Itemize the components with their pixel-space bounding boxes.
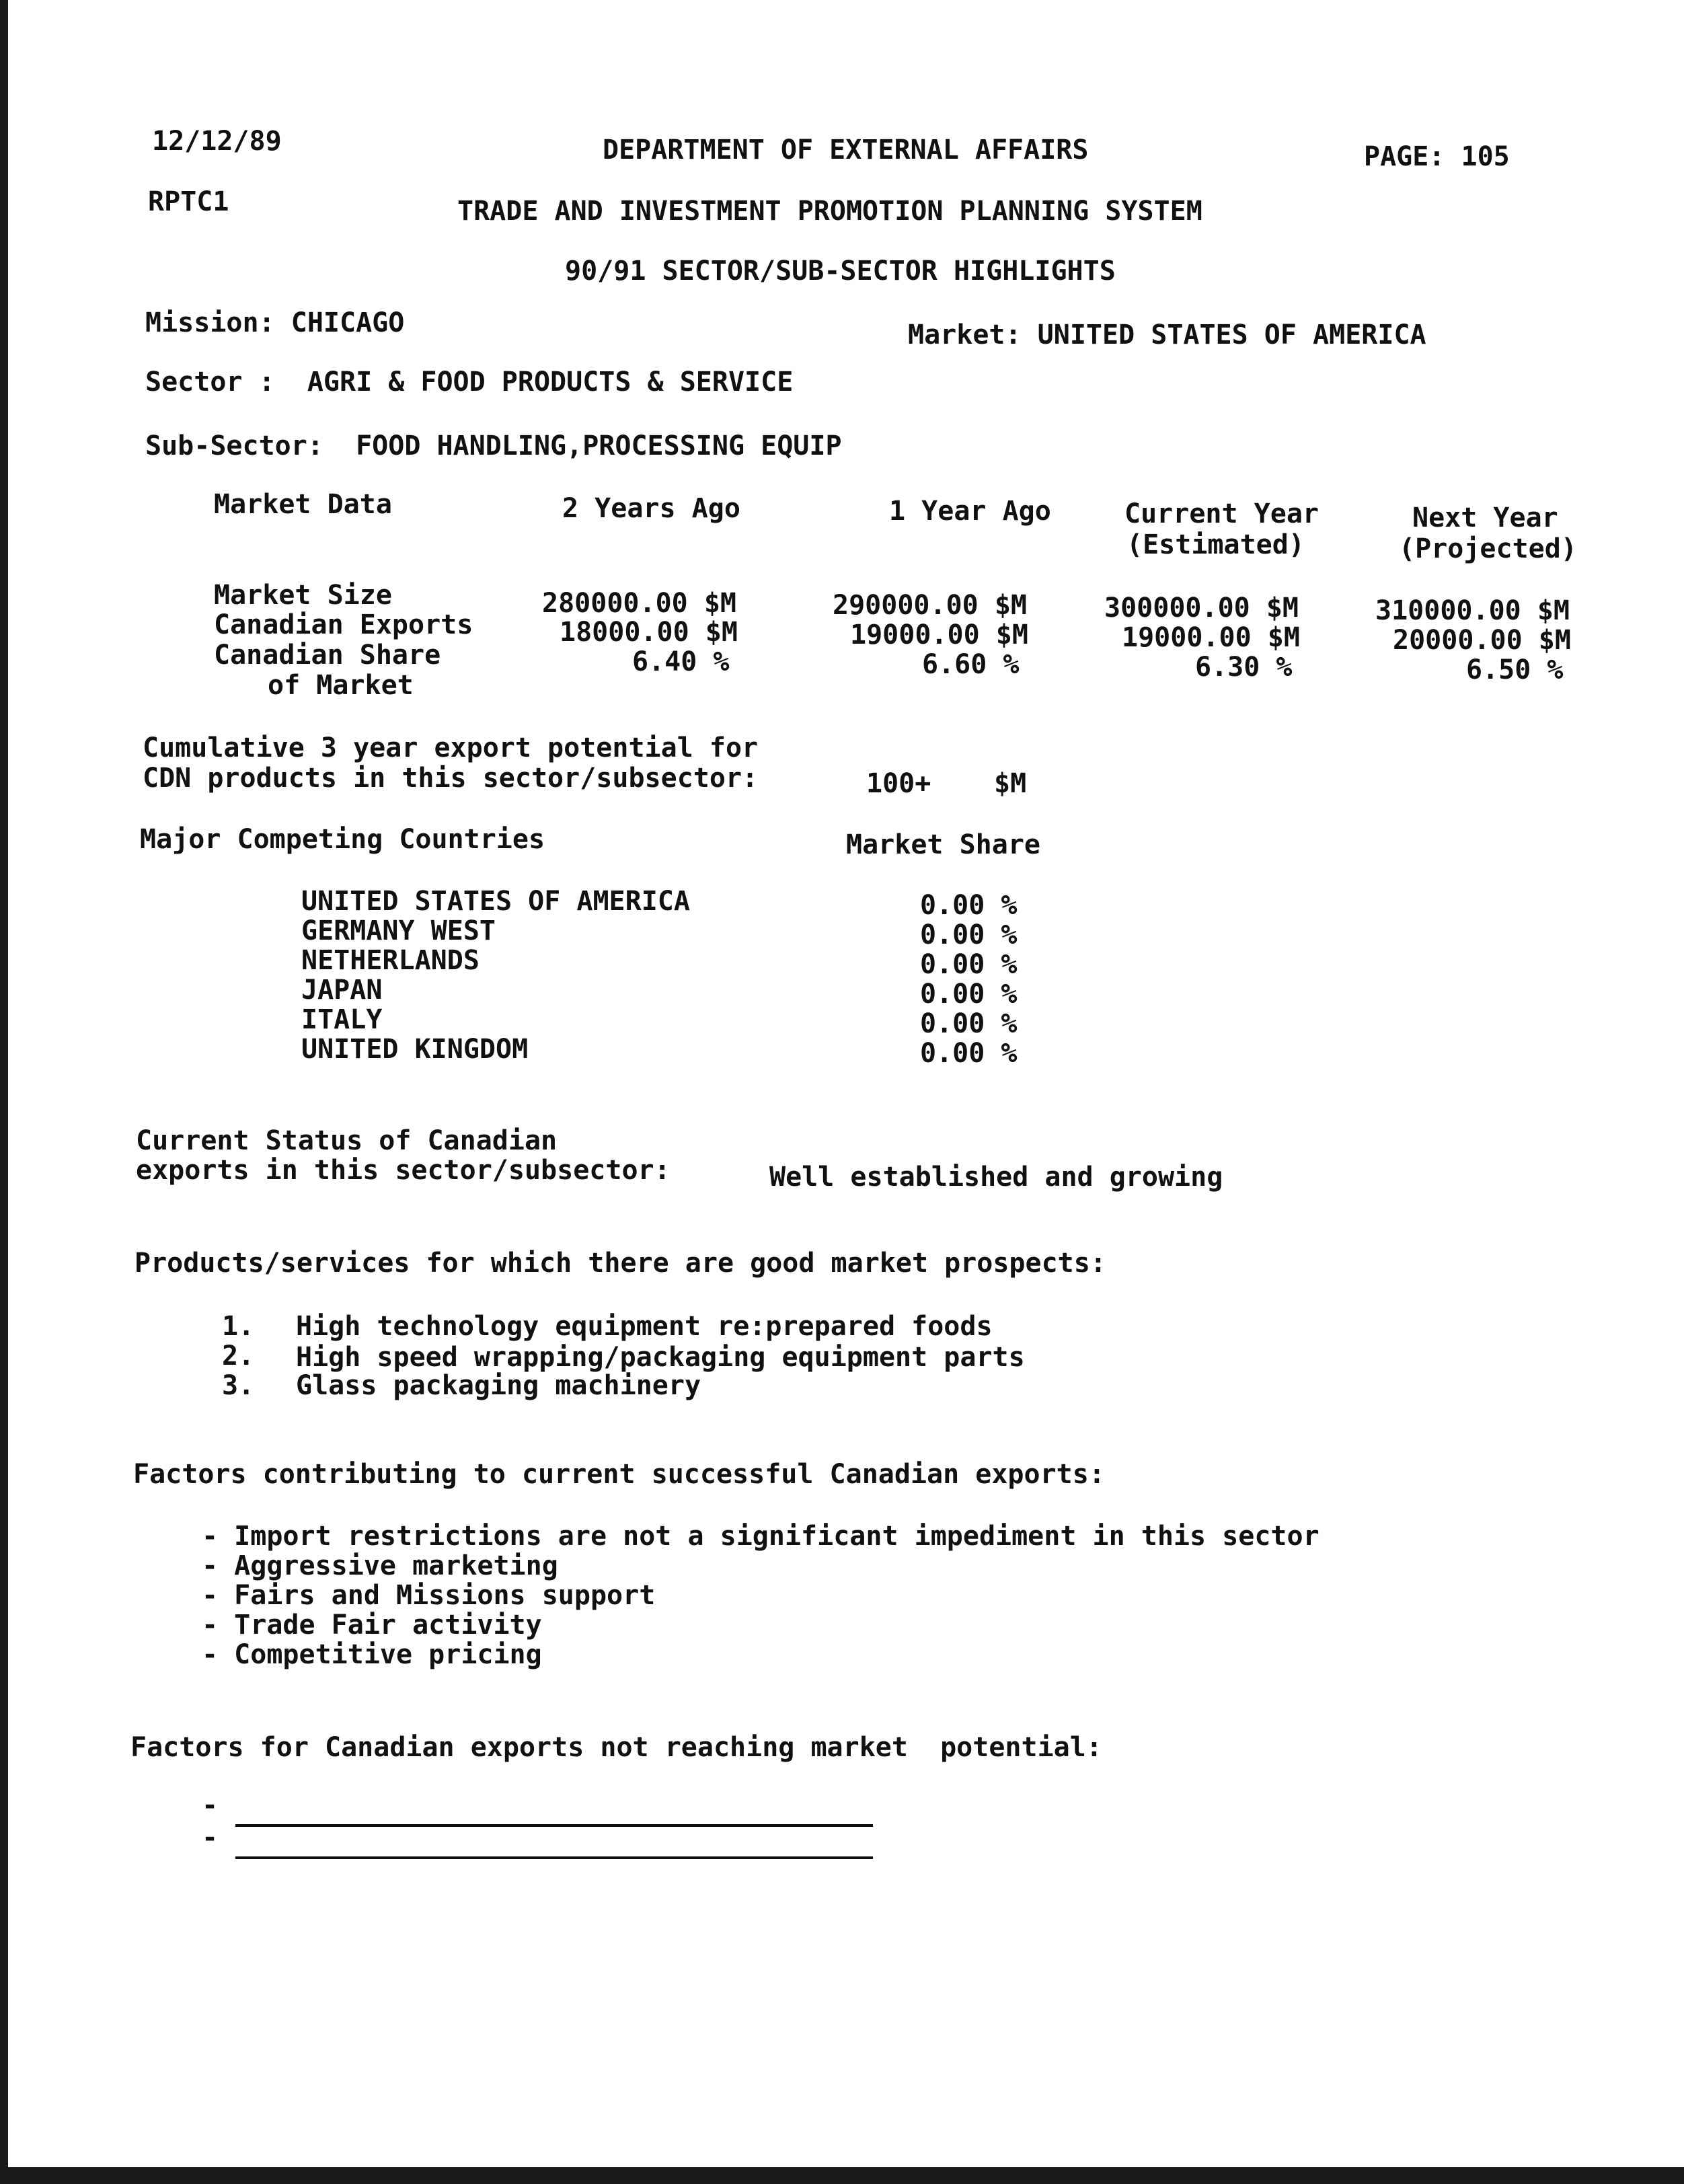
competitor-share: 0.00 % <box>920 979 1018 1010</box>
product-item: High technology equipment re:prepared foods <box>296 1311 993 1342</box>
status-line-2: exports in this sector/subsector: <box>136 1155 671 1186</box>
competitors-heading: Major Competing Countries <box>140 824 545 855</box>
current-year-header: Current Year <box>1124 498 1319 529</box>
one-year-ago-header: 1 Year Ago <box>889 496 1051 527</box>
factors-not-heading: Factors for Canadian exports not reaching market potential: <box>130 1732 1102 1763</box>
scan-bottom-edge <box>0 2167 1684 2184</box>
factor-item: - Fairs and Missions support <box>202 1580 656 1611</box>
projected-header: (Projected) <box>1399 533 1577 564</box>
mission-label: Mission: CHICAGO <box>145 307 405 338</box>
sector-label: Sector : AGRI & FOOD PRODUCTS & SERVICE <box>145 367 794 398</box>
table-cell: 300000.00 $M <box>1104 593 1299 624</box>
table-cell: 6.30 % <box>1195 652 1293 683</box>
potential-unit: $M <box>994 768 1027 799</box>
table-cell: 18000.00 $M <box>560 617 738 648</box>
competitor-country: GERMANY WEST <box>301 915 496 946</box>
market-data-header: Market Data <box>214 489 392 520</box>
potential-line-2: CDN products in this sector/subsector: <box>143 763 759 794</box>
potential-value: 100+ <box>866 768 931 799</box>
blank-line <box>235 1856 873 1859</box>
product-item: High speed wrapping/packaging equipment parts <box>296 1342 1025 1373</box>
status-value: Well established and growing <box>769 1162 1223 1193</box>
table-cell: 310000.00 $M <box>1375 595 1570 626</box>
factor-item: - Import restrictions are not a significant impediment in this sector <box>202 1521 1319 1552</box>
table-cell: 6.50 % <box>1466 654 1564 685</box>
competitor-share: 0.00 % <box>920 1038 1018 1069</box>
row-label-canadian-exports: Canadian Exports <box>214 609 473 640</box>
competitor-country: UNITED STATES OF AMERICA <box>301 886 690 917</box>
table-cell: 19000.00 $M <box>850 619 1028 650</box>
competitor-share: 0.00 % <box>920 1008 1018 1039</box>
competitor-share: 0.00 % <box>920 919 1018 950</box>
scan-left-edge <box>0 0 8 2184</box>
next-year-header: Next Year <box>1412 502 1558 533</box>
competitor-country: NETHERLANDS <box>301 945 480 976</box>
competitor-country: JAPAN <box>301 975 383 1006</box>
competitor-share: 0.00 % <box>920 890 1018 921</box>
blank-line <box>235 1824 873 1827</box>
products-heading: Products/services for which there are good market prospects: <box>135 1248 1106 1279</box>
factor-item: - Trade Fair activity <box>202 1610 542 1641</box>
page-number: PAGE: 105 <box>1364 141 1510 172</box>
market-share-heading: Market Share <box>846 829 1040 860</box>
market-label: Market: UNITED STATES OF AMERICA <box>908 319 1426 350</box>
sub-sector-label: Sub-Sector: FOOD HANDLING,PROCESSING EQUIP <box>145 430 842 461</box>
factors-success-heading: Factors contributing to current successful Canadian exports: <box>133 1459 1105 1490</box>
competitor-country: ITALY <box>301 1004 383 1035</box>
product-number: 1. <box>222 1311 255 1342</box>
table-cell: 6.60 % <box>922 649 1020 680</box>
report-code: RPTC1 <box>148 186 229 217</box>
product-item: Glass packaging machinery <box>296 1370 701 1401</box>
table-cell: 6.40 % <box>632 646 730 677</box>
competitor-country: UNITED KINGDOM <box>301 1034 529 1065</box>
table-cell: 20000.00 $M <box>1393 625 1571 656</box>
table-cell: 290000.00 $M <box>833 590 1027 621</box>
system-title: TRADE AND INVESTMENT PROMOTION PLANNING SYSTEM <box>457 196 1202 227</box>
table-cell: 280000.00 $M <box>542 588 736 619</box>
product-number: 2. <box>222 1341 255 1371</box>
potential-line-1: Cumulative 3 year export potential for <box>143 732 759 763</box>
competitor-share: 0.00 % <box>920 949 1018 980</box>
product-number: 3. <box>222 1370 255 1401</box>
factor-item: - Competitive pricing <box>202 1639 542 1670</box>
row-label-market-size: Market Size <box>214 580 392 611</box>
estimated-header: (Estimated) <box>1126 529 1305 560</box>
row-label-canadian-share: Canadian Share <box>214 640 441 671</box>
department-title: DEPARTMENT OF EXTERNAL AFFAIRS <box>603 135 1089 165</box>
blank-dash: - <box>202 1790 219 1821</box>
report-subtitle: 90/91 SECTOR/SUB-SECTOR HIGHLIGHTS <box>565 256 1116 287</box>
report-date: 12/12/89 <box>152 126 282 157</box>
two-years-ago-header: 2 Years Ago <box>562 493 740 524</box>
factor-item: - Aggressive marketing <box>202 1550 558 1581</box>
blank-dash: - <box>202 1822 219 1853</box>
status-line-1: Current Status of Canadian <box>136 1125 558 1156</box>
row-label-of-market: of Market <box>268 670 414 701</box>
table-cell: 19000.00 $M <box>1122 622 1300 653</box>
